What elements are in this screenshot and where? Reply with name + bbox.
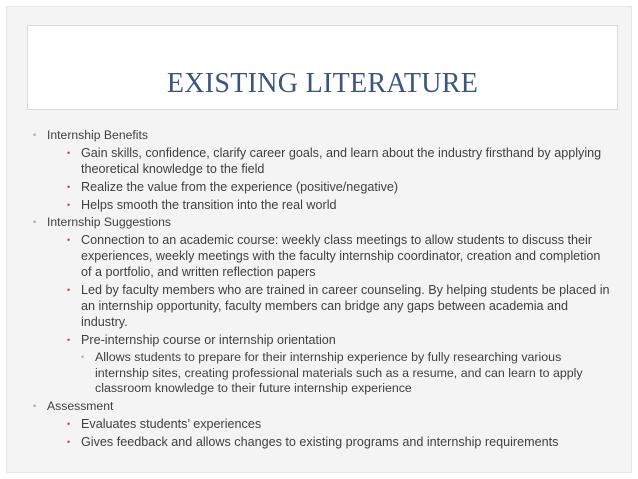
bullet-icon: • [67,235,71,245]
bullet-icon: • [67,418,71,429]
list-item [47,332,614,397]
sub-list [47,416,614,450]
list-item-text: Realize the value from the experience (positive/negative) [81,180,399,194]
bullet-icon: • [67,285,71,295]
list-item [47,282,614,330]
list-item [47,232,614,280]
title-band [27,25,618,110]
bullet-icon: • [67,182,71,192]
sub-list [47,232,614,397]
list-item [47,197,614,213]
list-item [67,350,614,397]
list-item [47,416,614,432]
bullet-icon: • [67,436,71,447]
bullet-icon: • [67,148,71,158]
list-item-text: Connection to an academic course: weekly class meetings to allow students to discuss their experiences, weekly meetings with the faculty internship coordinator, creation and completion of a portfolio, and written reflection papers [81,233,601,279]
list-item [47,434,614,450]
sub-list [47,145,614,213]
bullet-icon: • [67,335,71,345]
list-item-text: Helps smooth the transition into the real world [81,198,337,212]
sub-list [67,350,614,397]
section-label: Assessment [47,398,114,413]
slide-content [29,128,614,452]
bullet-list [29,128,614,450]
section-internship-benefits [29,128,614,213]
list-item [47,145,614,177]
section-label: Internship Suggestions [47,215,171,229]
list-item-text: Allows students to prepare for their internship experience by fully researching various internship sites, creating professional materials such as a resume, and can learn to apply classroom knowledge to their future internship experience [95,350,583,396]
bullet-icon: • [33,400,37,411]
list-item-text: Gain skills, confidence, clarify career goals, and learn about the industry firsthand by applying theoretical knowledge to the field [81,146,602,176]
section-label: Internship Benefits [47,128,148,142]
section-internship-suggestions [29,215,614,397]
bullet-icon: • [33,217,37,227]
list-item-text: Gives feedback and allows changes to existing programs and internship requirements [81,434,559,449]
bullet-icon: • [33,130,37,140]
list-item-text: Pre-internship course or internship orientation [81,333,336,347]
list-item [47,179,614,195]
slide-title: EXISTING LITERATURE [166,68,479,99]
bullet-icon: • [81,352,85,362]
list-item-text: Evaluates students’ experiences [81,416,262,431]
list-item-text: Led by faculty members who are trained in career counseling. By helping students be placed in an internship opportunity, faculty members can bridge any gaps between academia and industry. [81,283,610,329]
bullet-icon: • [67,200,71,210]
section-assessment [29,399,614,450]
